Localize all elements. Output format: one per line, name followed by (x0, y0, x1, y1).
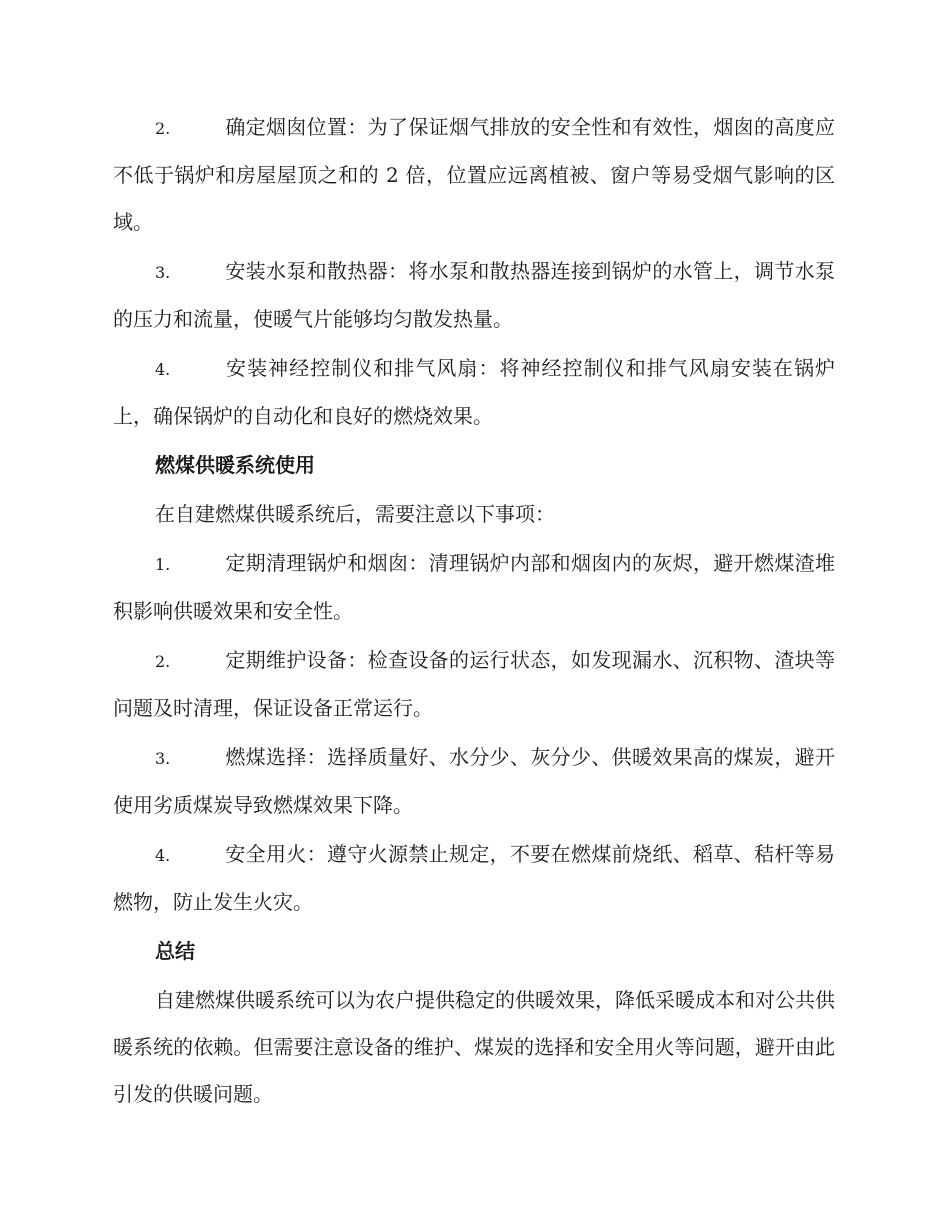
list-number: 2. (155, 652, 171, 671)
install-step-4 (113, 345, 835, 440)
usage-item-1 (113, 540, 835, 635)
summary-text: 自建燃煤供暖系统可以为农户提供稳定的供暖效果，降低采暖成本和对公共供暖系统的依赖。但需要注意设备的维护、煤炭的选择和安全用火等问题，避开由此引发的供暖问题。 (113, 988, 835, 1106)
list-number: 4. (155, 846, 171, 865)
install-step-2 (113, 104, 835, 246)
list-number: 1. (155, 555, 171, 574)
usage-intro: 在自建燃煤供暖系统后，需要注意以下事项： (155, 502, 555, 526)
list-text: 安全用火：遵守火源禁止规定，不要在燃煤前烧纸、稻草、秸杆等易燃物，防止发生火灾。 (113, 842, 835, 914)
list-text: 燃煤选择：选择质量好、水分少、灰分少、供暖效果高的煤炭，避开使用劣质煤炭导致燃煤效果下降。 (113, 745, 835, 817)
usage-item-2 (113, 637, 835, 732)
document-page (113, 104, 835, 1120)
list-number: 4. (155, 360, 171, 379)
list-text: 确定烟囱位置：为了保证烟气排放的安全性和有效性，烟囱的高度应不低于锅炉和房屋屋顶之和的 2 倍，位置应远离植被、窗户等易受烟气影响的区域。 (113, 115, 835, 234)
usage-item-3 (113, 734, 835, 829)
usage-heading: 燃煤供暖系统使用 (155, 453, 315, 477)
install-step-3 (113, 248, 835, 343)
summary-heading: 总结 (155, 939, 195, 963)
list-text: 安装水泵和散热器：将水泵和散热器连接到锅炉的水管上，调节水泵的压力和流量，使暖气片能够均匀散发热量。 (113, 259, 835, 331)
list-text: 定期清理锅炉和烟囱：清理锅炉内部和烟囱内的灰烬，避开燃煤渣堆积影响供暖效果和安全性。 (113, 551, 835, 623)
list-number: 3. (155, 263, 171, 282)
list-number: 2. (155, 119, 171, 138)
list-text: 定期维护设备：检查设备的运行状态，如发现漏水、沉积物、渣块等问题及时清理，保证设备正常运行。 (113, 648, 835, 720)
usage-item-4 (113, 831, 835, 926)
list-number: 3. (155, 749, 171, 768)
list-text: 安装神经控制仪和排气风扇：将神经控制仪和排气风扇安装在锅炉上，确保锅炉的自动化和良好的燃烧效果。 (113, 356, 835, 428)
